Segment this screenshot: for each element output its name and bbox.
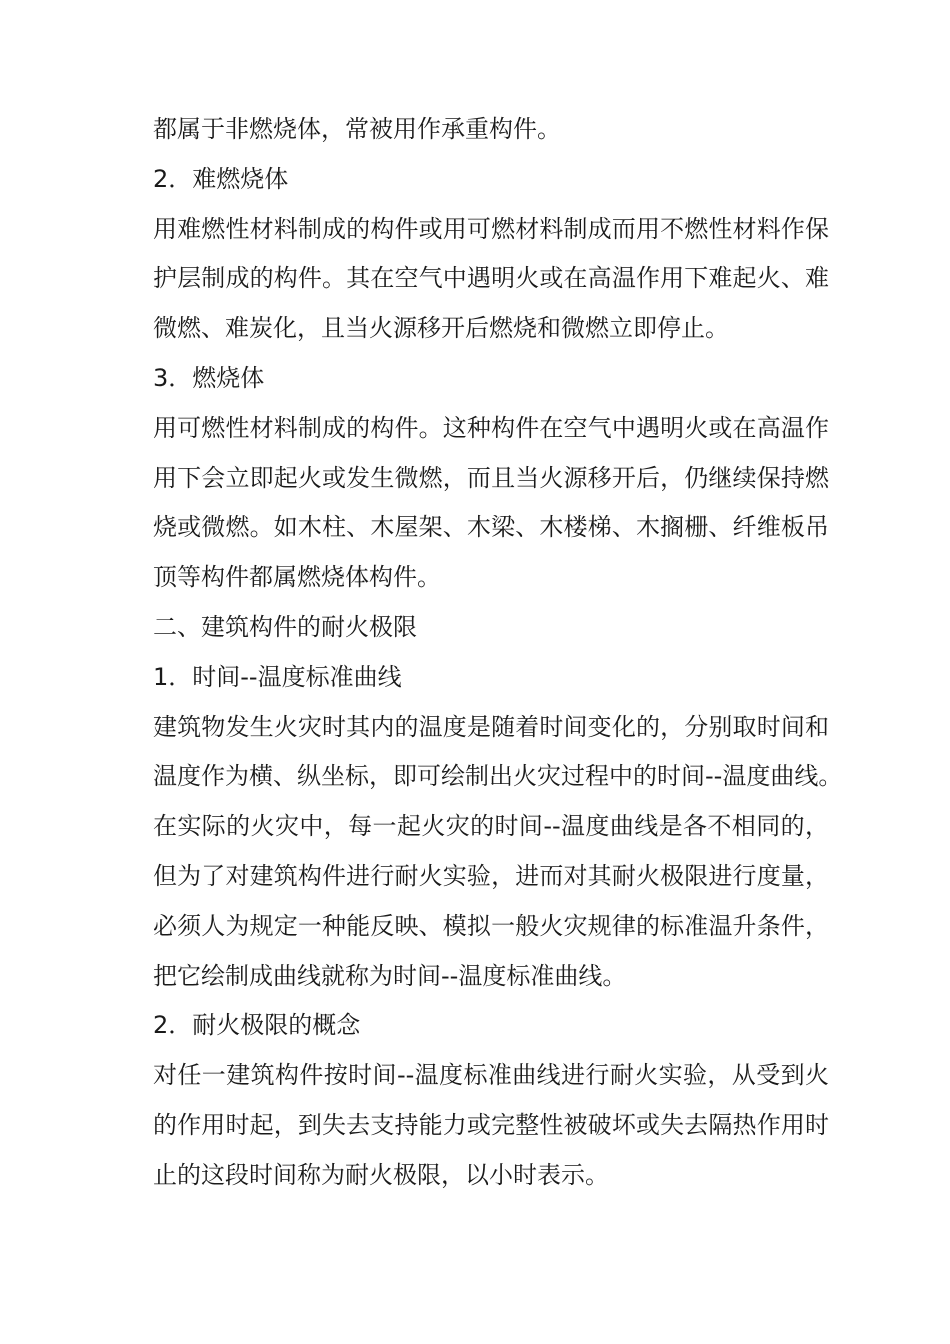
document-body (153, 105, 843, 1201)
text-line: 烧或微燃。如木柱、木屋架、木梁、木楼梯、木搁栅、纤维板吊 (153, 513, 829, 542)
text-line: 温度作为横、纵坐标，即可绘制出火灾过程中的时间--温度曲线。 (153, 762, 843, 791)
text-line: 在实际的火灾中，每一起火灾的时间--温度曲线是各不相同的， (153, 812, 829, 841)
text-line: 建筑物发生火灾时其内的温度是随着时间变化的，分别取时间和 (153, 712, 829, 741)
section-heading: 3．燃烧体 (153, 363, 265, 392)
text-line: 的作用时起，到失去支持能力或完整性被破坏或失去隔热作用时 (153, 1110, 829, 1139)
section-heading: 2．耐火极限的概念 (153, 1011, 361, 1040)
text-line: 用可燃性材料制成的构件。这种构件在空气中遇明火或在高温作 (153, 413, 829, 442)
chapter-heading: 二、建筑构件的耐火极限 (153, 612, 417, 641)
text-line: 但为了对建筑构件进行耐火实验，进而对其耐火极限进行度量， (153, 861, 829, 890)
text-line: 都属于非燃烧体，常被用作承重构件。 (153, 115, 561, 143)
text-line: 微燃、难炭化，且当火源移开后燃烧和微燃立即停止。 (153, 314, 729, 343)
text-line: 用下会立即起火或发生微燃，而且当火源移开后，仍继续保持燃 (153, 463, 829, 492)
text-line: 顶等构件都属燃烧体构件。 (153, 563, 441, 592)
text-line: 把它绘制成曲线就称为时间--温度标准曲线。 (153, 961, 627, 990)
section-heading: 2．难燃烧体 (153, 164, 289, 193)
text-line: 止的这段时间称为耐火极限，以小时表示。 (153, 1160, 609, 1189)
text-line: 对任一建筑构件按时间--温度标准曲线进行耐火实验，从受到火 (153, 1061, 829, 1090)
text-line: 用难燃性材料制成的构件或用可燃材料制成而用不燃性材料作保 (153, 214, 829, 243)
text-line: 护层制成的构件。其在空气中遇明火或在高温作用下难起火、难 (153, 264, 829, 293)
text-line: 必须人为规定一种能反映、模拟一般火灾规律的标准温升条件， (153, 911, 829, 940)
section-heading: 1．时间--温度标准曲线 (153, 662, 402, 691)
